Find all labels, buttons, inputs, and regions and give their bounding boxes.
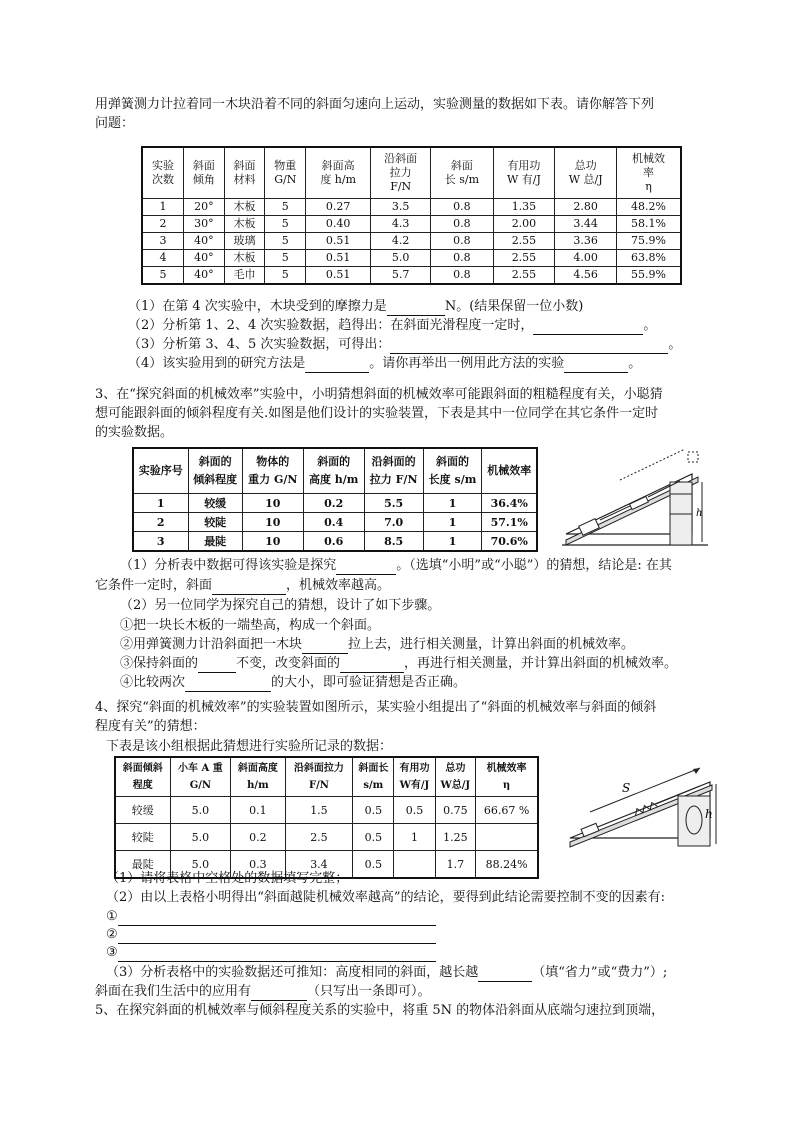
table4-header-text: 程度 — [132, 780, 153, 791]
q4-condition-3-label: ③ — [106, 945, 118, 960]
table4-header-cell — [231, 757, 285, 797]
table1-cell: 5 — [265, 199, 306, 216]
q4-part-3-end: （填“省力”或“费力”）; — [532, 965, 668, 980]
table1-cell: 0.51 — [306, 233, 371, 250]
q4-part-3b-end: （只写出一条即可）。 — [307, 984, 431, 999]
q3-line-1: 3、在“探究斜面的机械效率”实验中，小明猜想斜面的机械效率可能跟斜面的粗糙程度有关，小聪猜 — [95, 387, 663, 402]
answer-blank[interactable] — [118, 929, 436, 944]
table1-cell: 0.8 — [431, 233, 493, 250]
table3-cell: 57.1% — [482, 513, 537, 532]
q3-step-3-mid: 不变，改变斜面的 — [236, 656, 341, 671]
q3-step-3-text: ③保持斜面的 — [120, 656, 199, 671]
table4-cell: 1 — [394, 824, 435, 851]
q1-part-1 — [128, 297, 583, 316]
q3-line-2: 想可能跟斜面的倾斜程度有关.如图是他们设计的实验装置，下表是其中一位同学在其它条件一定时 — [95, 406, 659, 421]
q5-line-1: 5、在探究斜面的机械效率与倾斜程度关系的实验中，将重 5N 的物体沿斜面从底端匀速拉到顶端， — [95, 1003, 665, 1018]
table1-cell: 75.9% — [617, 233, 681, 250]
table3-cell: 1 — [133, 494, 188, 513]
table1-cell: 0.27 — [306, 199, 371, 216]
table3-header-cell — [364, 448, 423, 494]
table1-header-row — [142, 147, 681, 199]
intro-line-1: 用弹簧测力计拉着同一木块沿着不同的斜面匀速向上运动，实验测量的数据如下表。请你解答下列 — [95, 97, 655, 112]
table3-cell: 3 — [133, 532, 188, 552]
table4-cell: 3.4 — [285, 851, 353, 879]
table1-cell: 4.56 — [555, 267, 617, 285]
table1-cell: 0.40 — [306, 216, 371, 233]
table1-header-cell — [142, 147, 184, 199]
q3-line-3: 的实验数据。 — [95, 425, 174, 440]
table1-cell: 3.36 — [555, 233, 617, 250]
table1-row — [142, 233, 681, 250]
table1-cell: 2.55 — [493, 250, 555, 267]
table4-header-text: 机械效率 — [486, 763, 527, 774]
table3-cell: 1 — [423, 532, 482, 552]
experiment-table-4 — [114, 756, 539, 879]
table1-header-text: 实验 — [152, 159, 175, 172]
table4-header-cell — [394, 757, 435, 797]
q1-part-3-end: 。 — [668, 337, 682, 352]
table4-header-cell — [353, 757, 394, 797]
table1-cell: 55.9% — [617, 267, 681, 285]
table4-cell: 较缓 — [115, 797, 170, 824]
table1-header-text: F/N — [390, 180, 412, 193]
table1-cell: 20° — [184, 199, 225, 216]
table3-header-cell — [133, 448, 188, 494]
table4-cell: 最陡 — [115, 851, 170, 879]
q1-part-1-unit: N。(结果保留一位小数) — [444, 299, 584, 314]
q1-part-4-mid: 。请你再举出一例用此方法的实验 — [369, 356, 565, 371]
table1-row — [142, 199, 681, 216]
table4-cell: 5.0 — [170, 797, 231, 824]
table3-header-text: 重力 G/N — [248, 473, 298, 486]
table1-header-text: 拉力 — [389, 166, 412, 179]
answer-blank[interactable] — [251, 986, 307, 1001]
table1-header-text: 机械效 — [632, 152, 665, 165]
table1-cell: 1.35 — [493, 199, 555, 216]
q3-step-4-text: ④比较两次 — [120, 675, 186, 690]
q3-part-1-text: （1）分析表中数据可得该实验是探究 — [120, 558, 337, 573]
table1-cell: 30° — [184, 216, 225, 233]
table4-row — [115, 824, 538, 851]
experiment-table-3 — [132, 447, 538, 552]
q4-line-1: 4、探究“斜面的机械效率”的实验装置如图所示，某实验小组提出了“斜面的机械效率与斜面的倾斜 — [95, 700, 657, 715]
table1-row — [142, 216, 681, 233]
table1-header-text: 率 — [643, 166, 654, 179]
q3-part-1-l2-end: ，机械效率越高。 — [286, 578, 391, 593]
table1-cell: 4.2 — [371, 233, 431, 250]
answer-blank[interactable] — [340, 658, 404, 673]
table1-row — [142, 267, 681, 285]
q4-condition-2 — [106, 925, 436, 944]
table4-cell: 5.0 — [170, 824, 231, 851]
table1-cell: 玻璃 — [224, 233, 265, 250]
table1-header-text: 沿斜面 — [384, 152, 418, 165]
answer-blank[interactable] — [118, 911, 436, 926]
table4-cell: 1.5 — [285, 797, 353, 824]
table1-cell: 5 — [265, 216, 306, 233]
table1-header-text: 斜面 — [192, 159, 215, 172]
table1-cell: 40° — [184, 233, 225, 250]
q4-part-3-line-2 — [95, 982, 431, 1001]
table1-header-text: W 总/J — [568, 173, 603, 186]
table1-header-text: 斜面 — [450, 159, 473, 172]
table4-header-text: W有/J — [399, 780, 430, 791]
table1-cell: 0.51 — [306, 250, 371, 267]
table3-cell: 5.5 — [364, 494, 423, 513]
table4-header-cell — [476, 757, 538, 797]
q1-part-4-text: （4）该实验用到的研究方法是 — [128, 356, 306, 371]
table1-header-text: 斜面高 — [321, 159, 355, 172]
table4-cell: 0.1 — [231, 797, 285, 824]
q3-part-1-l2-text: 它条件一定时，斜面 — [95, 578, 213, 593]
table3-header-text: 倾斜程度 — [193, 473, 238, 486]
table4-cell: 0.5 — [353, 851, 394, 879]
experiment-table-1 — [141, 146, 682, 285]
table4-cell: 0.75 — [435, 797, 476, 824]
q3-part-2: （2）另一位同学为探究自己的猜想，设计了如下步骤。 — [120, 598, 441, 613]
table1-cell: 5 — [265, 250, 306, 267]
table1-cell: 3 — [142, 233, 184, 250]
table4-header-text: 有用功 — [399, 763, 430, 774]
table1-cell: 5.0 — [371, 250, 431, 267]
incline-figure-3 — [560, 444, 710, 549]
table1-header-cell — [184, 147, 225, 199]
table1-header-text: 总功 — [574, 159, 597, 172]
table4-header-cell — [285, 757, 353, 797]
table3-cell: 0.4 — [303, 513, 364, 532]
table1-header-cell — [617, 147, 681, 199]
table3-cell: 8.5 — [364, 532, 423, 552]
table4-header-cell — [435, 757, 476, 797]
table3-cell: 10 — [242, 494, 303, 513]
table4-header-text: 斜面倾斜 — [122, 763, 163, 774]
table4-cell: 1.25 — [435, 824, 476, 851]
q4-condition-1-label: ① — [106, 909, 118, 924]
table1-row — [142, 250, 681, 267]
table1-cell: 1 — [142, 199, 184, 216]
table1-header-text: 材料 — [233, 173, 256, 186]
table4-header-row — [115, 757, 538, 797]
q4-condition-1 — [106, 907, 436, 926]
q4-part-2: （2）由以上表格小明得出“斜面越陡机械效率越高”的结论，要得到此结论需要控制不变的因素有: — [106, 890, 665, 905]
q3-step-3-end: ，再进行相关测量，并计算出斜面的机械效率。 — [404, 656, 678, 671]
table3-cell: 36.4% — [482, 494, 537, 513]
table1-header-cell — [371, 147, 431, 199]
q1-part-2 — [128, 316, 656, 335]
table1-header-text: G/N — [274, 173, 297, 186]
table1-header-text: W 有/J — [506, 173, 541, 186]
table1-cell: 5.7 — [371, 267, 431, 285]
table1-header-cell — [493, 147, 555, 199]
table3-cell: 0.2 — [303, 494, 364, 513]
table3-cell: 较缓 — [188, 494, 242, 513]
q3-part-1-line-2 — [95, 576, 390, 595]
answer-blank[interactable] — [390, 339, 668, 354]
table4-cell: 0.5 — [353, 797, 394, 824]
q4-line-3: 下表是该小组根据此猜想进行实验所记录的数据： — [106, 739, 393, 754]
table1-cell: 木板 — [224, 199, 265, 216]
table1-cell: 4.00 — [555, 250, 617, 267]
table3-cell: 10 — [242, 532, 303, 552]
table3-header-text: 拉力 F/N — [369, 473, 418, 486]
table3-header-text: 物体的 — [256, 455, 290, 468]
answer-blank[interactable] — [185, 677, 271, 692]
table4-cell: 88.24% — [476, 851, 538, 879]
fig4-s-label: S — [622, 781, 631, 795]
table4-header-text: W总/J — [440, 780, 471, 791]
table4-header-text: 斜面长 — [358, 763, 389, 774]
table3-header-text: 实验序号 — [138, 464, 183, 477]
table4-cell — [394, 851, 435, 879]
table4-cell — [476, 824, 538, 851]
table3-header-text: 长度 s/m — [428, 473, 477, 486]
q1-part-2-end: 。 — [643, 318, 657, 333]
table3-cell: 1 — [423, 513, 482, 532]
table3-header-text: 斜面的 — [436, 455, 470, 468]
fig4-h-label: h — [705, 807, 713, 821]
table3-header-cell — [423, 448, 482, 494]
table4-header-text: 沿斜面拉力 — [293, 763, 344, 774]
q3-step-3 — [120, 654, 677, 673]
table1-cell: 3.44 — [555, 216, 617, 233]
answer-blank[interactable] — [212, 580, 286, 595]
q3-part-1-mid: 。（选填“小明”或“小聪”）的猜想，结论是: 在其 — [396, 558, 672, 573]
table3-cell: 2 — [133, 513, 188, 532]
q3-part-1 — [120, 556, 672, 575]
q4-condition-2-label: ② — [106, 927, 118, 942]
q3-step-1: ①把一块长木板的一端垫高，构成一个斜面。 — [120, 618, 381, 633]
answer-blank[interactable] — [478, 967, 532, 982]
table3-cell: 70.6% — [482, 532, 537, 552]
table4-cell: 0.5 — [394, 797, 435, 824]
q1-part-1-text: （1）在第 4 次实验中，木块受到的摩擦力是 — [128, 299, 387, 314]
table1-header-text: 长 s/m — [444, 173, 480, 186]
table3-header-row — [133, 448, 537, 494]
table3-header-text: 斜面的 — [198, 455, 232, 468]
table1-cell: 0.8 — [431, 199, 493, 216]
table4-cell: 0.3 — [231, 851, 285, 879]
table1-header-cell — [431, 147, 493, 199]
table1-header-text: 有用功 — [507, 159, 541, 172]
answer-blank[interactable] — [198, 658, 236, 673]
table1-cell: 2.55 — [493, 233, 555, 250]
table1-cell: 0.51 — [306, 267, 371, 285]
table4-cell: 0.5 — [353, 824, 394, 851]
q3-step-2-text: ②用弹簧测力计沿斜面把一木块 — [120, 637, 303, 652]
table1-header-text: 次数 — [152, 173, 175, 186]
table4-header-text: 小车 A 重 — [178, 763, 223, 774]
table1-cell: 0.8 — [431, 250, 493, 267]
q4-part-3 — [106, 963, 667, 982]
table3-header-text: 高度 h/m — [308, 473, 359, 486]
q3-step-4-end: 的大小，即可验证猜想是否正确。 — [271, 675, 467, 690]
q3-step-4 — [120, 673, 466, 692]
incline-figure-4 — [560, 760, 720, 850]
table1-cell: 0.8 — [431, 216, 493, 233]
table4-cell: 5.0 — [170, 851, 231, 879]
table3-cell: 最陡 — [188, 532, 242, 552]
table4-cell: 0.2 — [231, 824, 285, 851]
table3-cell: 0.6 — [303, 532, 364, 552]
intro-line-2: 问题： — [95, 116, 135, 131]
table4-row — [115, 797, 538, 824]
q4-line-2: 程度有关”的猜想： — [95, 719, 206, 734]
table1-cell: 58.1% — [617, 216, 681, 233]
table4-cell: 较陡 — [115, 824, 170, 851]
table3-header-cell — [303, 448, 364, 494]
table3-header-cell — [242, 448, 303, 494]
table1-cell: 木板 — [224, 250, 265, 267]
table1-header-text: 度 h/m — [320, 173, 357, 186]
answer-blank[interactable] — [305, 358, 369, 373]
table3-cell: 10 — [242, 513, 303, 532]
table1-cell: 40° — [184, 250, 225, 267]
table1-cell: 木板 — [224, 216, 265, 233]
table1-cell: 毛巾 — [224, 267, 265, 285]
table4-header-cell — [115, 757, 170, 797]
table1-header-cell — [306, 147, 371, 199]
q4-part-3-text: （3）分析表格中的实验数据还可推知：高度相同的斜面，越长越 — [106, 965, 479, 980]
table4-header-text: η — [502, 780, 511, 791]
table1-header-cell — [265, 147, 306, 199]
table1-cell: 48.2% — [617, 199, 681, 216]
q1-part-4-end: 。 — [628, 356, 642, 371]
table3-header-cell — [188, 448, 242, 494]
table4-header-text: 总功 — [445, 763, 466, 774]
q1-part-3 — [128, 335, 681, 354]
table1-cell: 5 — [265, 267, 306, 285]
answer-blank[interactable] — [533, 320, 643, 335]
q4-part-1: （1）请将表格中空格处的数据填写完整； — [106, 871, 349, 886]
table1-cell: 5 — [265, 233, 306, 250]
table1-cell: 0.8 — [431, 267, 493, 285]
table4-cell: 1.7 — [435, 851, 476, 879]
table1-cell: 40° — [184, 267, 225, 285]
q3-step-2 — [120, 635, 634, 654]
table1-cell: 2.55 — [493, 267, 555, 285]
table4-header-text: 斜面高度 — [237, 763, 278, 774]
q4-condition-3 — [106, 943, 436, 962]
table3-row — [133, 494, 537, 513]
table1-cell: 4.3 — [371, 216, 431, 233]
table1-cell: 63.8% — [617, 250, 681, 267]
q1-part-4 — [128, 354, 641, 373]
table1-header-cell — [555, 147, 617, 199]
answer-blank[interactable] — [387, 301, 445, 316]
q3-step-2-end: 拉上去，进行相关测量，计算出斜面的机械效率。 — [348, 637, 635, 652]
table1-cell: 5 — [142, 267, 184, 285]
table1-cell: 4 — [142, 250, 184, 267]
table4-header-text: G/N — [189, 780, 212, 791]
table3-header-text: 机械效率 — [487, 464, 532, 477]
table1-header-cell — [224, 147, 265, 199]
q4-part-3b-text: 斜面在我们生活中的应用有 — [95, 984, 252, 999]
table4-header-text: s/m — [363, 780, 384, 791]
table3-cell: 7.0 — [364, 513, 423, 532]
answer-blank[interactable] — [564, 358, 628, 373]
table4-header-text: h/m — [247, 780, 269, 791]
answer-blank[interactable] — [302, 639, 348, 654]
answer-blank[interactable] — [336, 560, 396, 575]
table4-header-cell — [170, 757, 231, 797]
table3-header-text: 斜面的 — [317, 455, 351, 468]
table1-header-text: 斜面 — [233, 159, 256, 172]
fig3-h-label: h — [696, 508, 703, 519]
table3-row — [133, 532, 537, 552]
table1-header-text: 倾角 — [192, 173, 215, 186]
table4-cell: 66.67 % — [476, 797, 538, 824]
table3-cell: 1 — [423, 494, 482, 513]
table3-header-text: 沿斜面的 — [371, 455, 416, 468]
table3-header-cell — [482, 448, 537, 494]
table3-cell: 较陡 — [188, 513, 242, 532]
table3-row — [133, 513, 537, 532]
q1-part-2-text: （2）分析第 1、2、4 次实验数据，趋得出：在斜面光滑程度一定时， — [128, 318, 534, 333]
table1-cell: 2.00 — [493, 216, 555, 233]
table1-cell: 2.80 — [555, 199, 617, 216]
q1-part-3-text: （3）分析第 3、4、5 次实验数据，可得出： — [128, 337, 391, 352]
table1-header-text: 物重 — [274, 159, 297, 172]
table1-cell: 3.5 — [371, 199, 431, 216]
table4-cell: 2.5 — [285, 824, 353, 851]
table4-header-text: F/N — [308, 780, 329, 791]
answer-blank[interactable] — [118, 947, 436, 962]
table1-header-text: η — [645, 180, 652, 193]
table1-cell: 2 — [142, 216, 184, 233]
